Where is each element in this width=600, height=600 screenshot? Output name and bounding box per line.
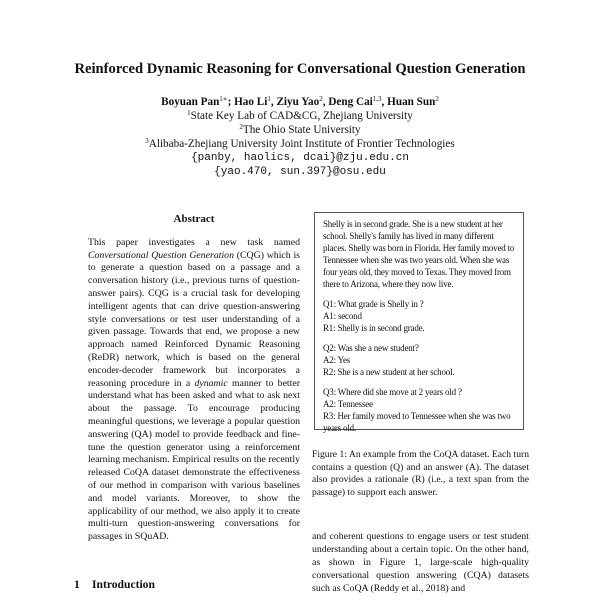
author-name: Hao Li bbox=[234, 96, 268, 108]
turn-question: Q1: What grade is Shelly in ? bbox=[323, 299, 424, 309]
affiliation bbox=[60, 123, 540, 137]
qa-turn bbox=[323, 386, 515, 434]
author-sup: 2 bbox=[435, 95, 439, 103]
left-column bbox=[88, 213, 300, 544]
turn-question: Q3: Where did she move at 2 years old ? bbox=[323, 387, 462, 397]
author-sup: 1∗ bbox=[219, 95, 228, 103]
affiliation-sup: 3 bbox=[145, 137, 149, 145]
abstract-span: (CQG) which is to generate a question based on a passage and a conversation history (i.e., previous turns of question-answer pairs). CQG is a crucial task for developing intelligent agents that can drive question-answering style conversations or test user understanding of a given passage. Towards that end, we propose a new approach named Reinforced Dynamic Reasoning (ReDR) network, which is based on the general encoder-decoder framework but incorporates a reasoning procedure in a bbox=[88, 249, 300, 389]
section-number: 1 bbox=[74, 578, 80, 591]
abstract-emphasis: Conversational Question Generation bbox=[88, 249, 234, 261]
affiliation bbox=[60, 109, 540, 123]
affiliation-sup: 1 bbox=[187, 109, 191, 117]
abstract-emphasis: dynamic bbox=[194, 377, 228, 389]
turn-answer: A2: Tennessee bbox=[323, 399, 373, 409]
section-title: Introduction bbox=[92, 578, 155, 591]
affiliation bbox=[60, 137, 540, 151]
author-name: Boyuan Pan bbox=[161, 96, 220, 108]
figure-box bbox=[314, 212, 524, 433]
author-name: Deng Cai bbox=[328, 96, 373, 108]
section-heading bbox=[74, 578, 155, 591]
author-name: Ziyu Yao bbox=[276, 96, 320, 108]
abstract-heading: Abstract bbox=[173, 213, 215, 225]
author-list: Boyuan Pan$^{1∗}$; Hao Li$^1$, Ziyu Yao$^2$, Deng Cai$^{1,3}$, Huan Sun$^2$ bbox=[161, 95, 439, 108]
figure-passage: Shelly is in second grade. She is a new student at her school. Shelly's family has lived in many different places. Shelly was born in Florida. Her family moved to Tennessee when she was two years old. When she was four years old, they moved to Texas. They moved from there to Arizona, where they now live. bbox=[323, 219, 515, 289]
turn-rationale: R1: Shelly is in second grade. bbox=[323, 323, 425, 333]
author-sup: 1 bbox=[267, 95, 271, 103]
figure-caption: Figure 1: An example from the CoQA dataset. Each turn contains a question (Q) and an answer (A). The dataset also provides a rationale (R) (i.e., a text span from the passage) to support each answer. bbox=[312, 449, 529, 498]
turn-rationale: R2: She is a new student at her school. bbox=[323, 367, 455, 377]
abstract-text bbox=[88, 237, 300, 544]
affiliation-text: State Key Lab of CAD&CG, Zhejiang University bbox=[190, 110, 413, 122]
author-sup: 1,3 bbox=[372, 95, 382, 103]
paper-title: Reinforced Dynamic Reasoning for Conversational Question Generation bbox=[74, 61, 526, 77]
turn-answer: A1: second bbox=[323, 311, 362, 321]
turn-question: Q2: Was she a new student? bbox=[323, 343, 419, 353]
abstract-span: This paper investigates a new task named bbox=[88, 236, 300, 248]
qa-turn bbox=[323, 298, 515, 334]
affiliation-text: The Ohio State University bbox=[242, 124, 361, 136]
author-sup: 2 bbox=[319, 95, 323, 103]
qa-turn bbox=[323, 342, 515, 378]
intro-paragraph: and coherent questions to engage users or test student understanding about a certain topic. On the other hand, as shown in Figure 1, large-scale high-quality conversational question answering (CQA) datasets such as CoQA (Reddy et al., 2018) and bbox=[312, 531, 529, 594]
email-line: {yao.470, sun.397}@osu.edu bbox=[214, 166, 386, 178]
email-line: {panby, haolics, dcai}@zju.edu.cn bbox=[191, 152, 409, 164]
turn-rationale: R3: Her family moved to Tennessee when she was two years old. bbox=[323, 411, 511, 433]
affiliation-text: Alibaba-Zhejiang University Joint Institute of Frontier Technologies bbox=[148, 138, 455, 150]
author-name: Huan Sun bbox=[387, 96, 436, 108]
author-block bbox=[60, 95, 540, 179]
affiliation-sup: 2 bbox=[239, 123, 243, 131]
abstract-span: manner to better understand what has been asked and what to ask next about the passage. To encourage producing meaningful questions, we leverage a popular question answering (QA) model to provide feedback and fine-tune the question generator using a reinforcement learning mechanism. Empirical results on the recently released CoQA dataset demonstrate the effectiveness of our method in comparison with various baselines and model variants. Moreover, to show the applicability of our method, we also apply it to create multi-turn question-answering conversations for passages in SQuAD. bbox=[88, 377, 300, 543]
turn-answer: A2: Yes bbox=[323, 355, 351, 365]
